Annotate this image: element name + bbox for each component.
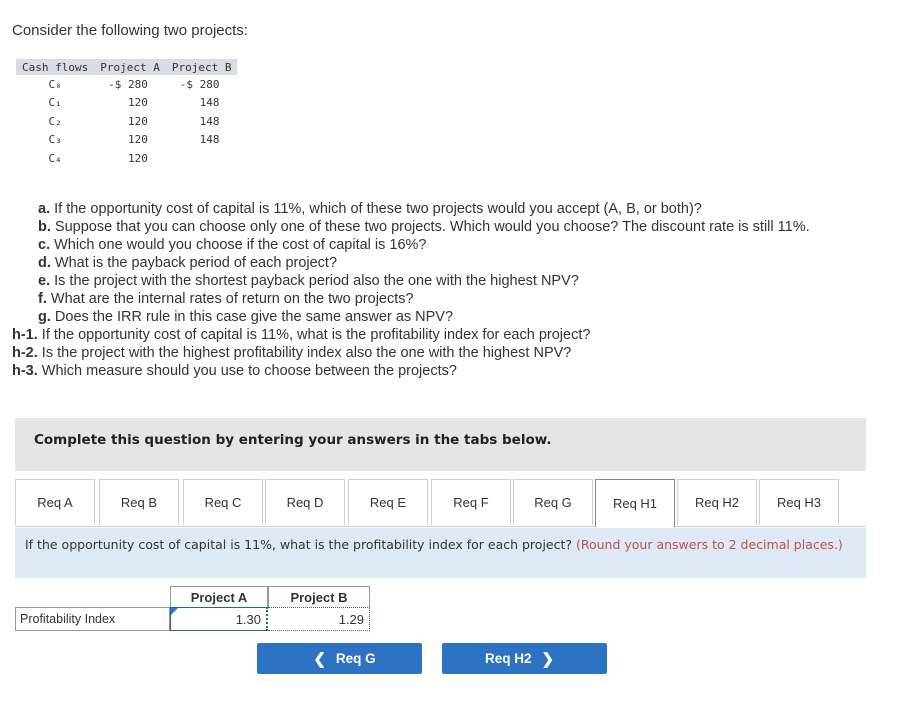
question-text: Suppose that you can choose only one of these two projects. Which would you choose? The discount rate is still 11%. [50,219,810,235]
question-item [12,326,810,344]
question-text: What is the payback period of each project? [50,255,338,271]
intro-text: Consider the following two projects: [12,22,248,39]
cashflow-value-a: 120 [127,96,148,110]
cashflow-label: C₁ [48,96,62,110]
cashflow-table [16,59,237,168]
question-item [12,290,810,308]
question-item [12,272,810,290]
question-id: h-2. [12,345,38,361]
cashflow-header-label: Cash flows [16,59,94,75]
question-id: f. [38,291,47,307]
cashflow-label: C₄ [48,151,62,165]
tab-req-h3[interactable]: Req H3 [759,479,839,525]
table-row [16,149,237,168]
question-list [12,200,810,380]
question-item [12,308,810,326]
rounding-hint: (Round your answers to 2 decimal places.) [575,537,843,552]
question-item [12,236,810,254]
chevron-right-icon: ❯ [541,650,555,668]
cashflow-header-project-a: Project A [94,59,166,75]
cashflow-value-b: 148 [199,133,220,147]
cashflow-label: C₀ [48,77,62,91]
question-text: Does the IRR rule in this case give the same answer as NPV? [50,309,454,325]
question-text: If the opportunity cost of capital is 11%, what is the profitability index for each project? [37,327,591,343]
question-id: h-1. [12,327,38,343]
question-item [12,344,810,362]
cashflow-value-b [166,149,238,168]
prev-button-label: Req G [335,651,376,666]
instruction-text: If the opportunity cost of capital is 11%, what is the profitability index for each project? [25,537,576,552]
question-id: a. [38,201,51,217]
correct-marker-icon [171,608,178,615]
cashflow-value-b: 148 [199,96,220,110]
cashflow-value-a: 120 [127,114,148,128]
cashflow-value-a: 120 [127,133,148,147]
tab-req-h1[interactable]: Req H1 [595,479,675,527]
question-instruction [15,528,866,578]
table-row [16,75,237,94]
tab-req-e[interactable]: Req E [348,479,428,525]
question-id: g. [38,309,51,325]
tab-req-h2[interactable]: Req H2 [677,479,757,525]
profitability-index-b-input[interactable]: 1.29 [268,607,370,631]
question-id: b. [38,219,51,235]
tab-req-b[interactable]: Req B [99,479,179,525]
table-row [16,112,237,131]
question-item [12,362,810,380]
profitability-index-a-input[interactable]: 1.30 [170,607,268,631]
chevron-left-icon: ❮ [313,650,326,668]
table-row [16,131,237,150]
answer-header-project-b: Project B [268,586,370,607]
prev-button[interactable] [257,643,422,674]
cashflow-value-b: -$ 280 [179,77,220,91]
question-text: If the opportunity cost of capital is 11%, which of these two projects would you accept (A, B, or both)? [50,201,702,217]
question-text: Which measure should you use to choose between the projects? [37,363,457,379]
tab-req-a[interactable]: Req A [15,479,95,525]
next-button-label: Req H2 [484,651,532,666]
question-id: e. [38,273,51,289]
question-text: Is the project with the highest profitability index also the one with the highest NPV? [37,345,572,361]
tab-req-d[interactable]: Req D [265,479,345,525]
answer-header-project-a: Project A [170,586,268,607]
question-id: c. [38,237,51,253]
tab-req-f[interactable]: Req F [431,479,511,525]
question-id: d. [38,255,51,271]
tab-bar [15,479,866,527]
question-item [12,254,810,272]
cashflow-label: C₂ [48,114,62,128]
cashflow-value-b: 148 [199,114,220,128]
question-id: h-3. [12,363,38,379]
cashflow-value-a: -$ 280 [108,77,148,91]
tab-req-g[interactable]: Req G [513,479,593,525]
cashflow-header-row [16,59,237,75]
answer-row-label: Profitability Index [15,607,170,631]
question-text: What are the internal rates of return on the two projects? [46,291,414,307]
table-row [16,94,237,113]
question-text: Is the project with the shortest payback period also the one with the highest NPV? [50,273,579,289]
banner-text: Complete this question by entering your answers in the tabs below. [34,432,552,448]
question-item [12,218,810,236]
instructions-banner [15,418,866,471]
next-button[interactable] [442,643,607,674]
tab-req-c[interactable]: Req C [183,479,263,525]
question-text: Which one would you choose if the cost of capital is 16%? [50,237,427,253]
cashflow-header-project-b: Project B [166,59,238,75]
cashflow-value-a: 120 [127,151,148,165]
cashflow-label: C₃ [48,133,62,147]
question-item [12,200,810,218]
